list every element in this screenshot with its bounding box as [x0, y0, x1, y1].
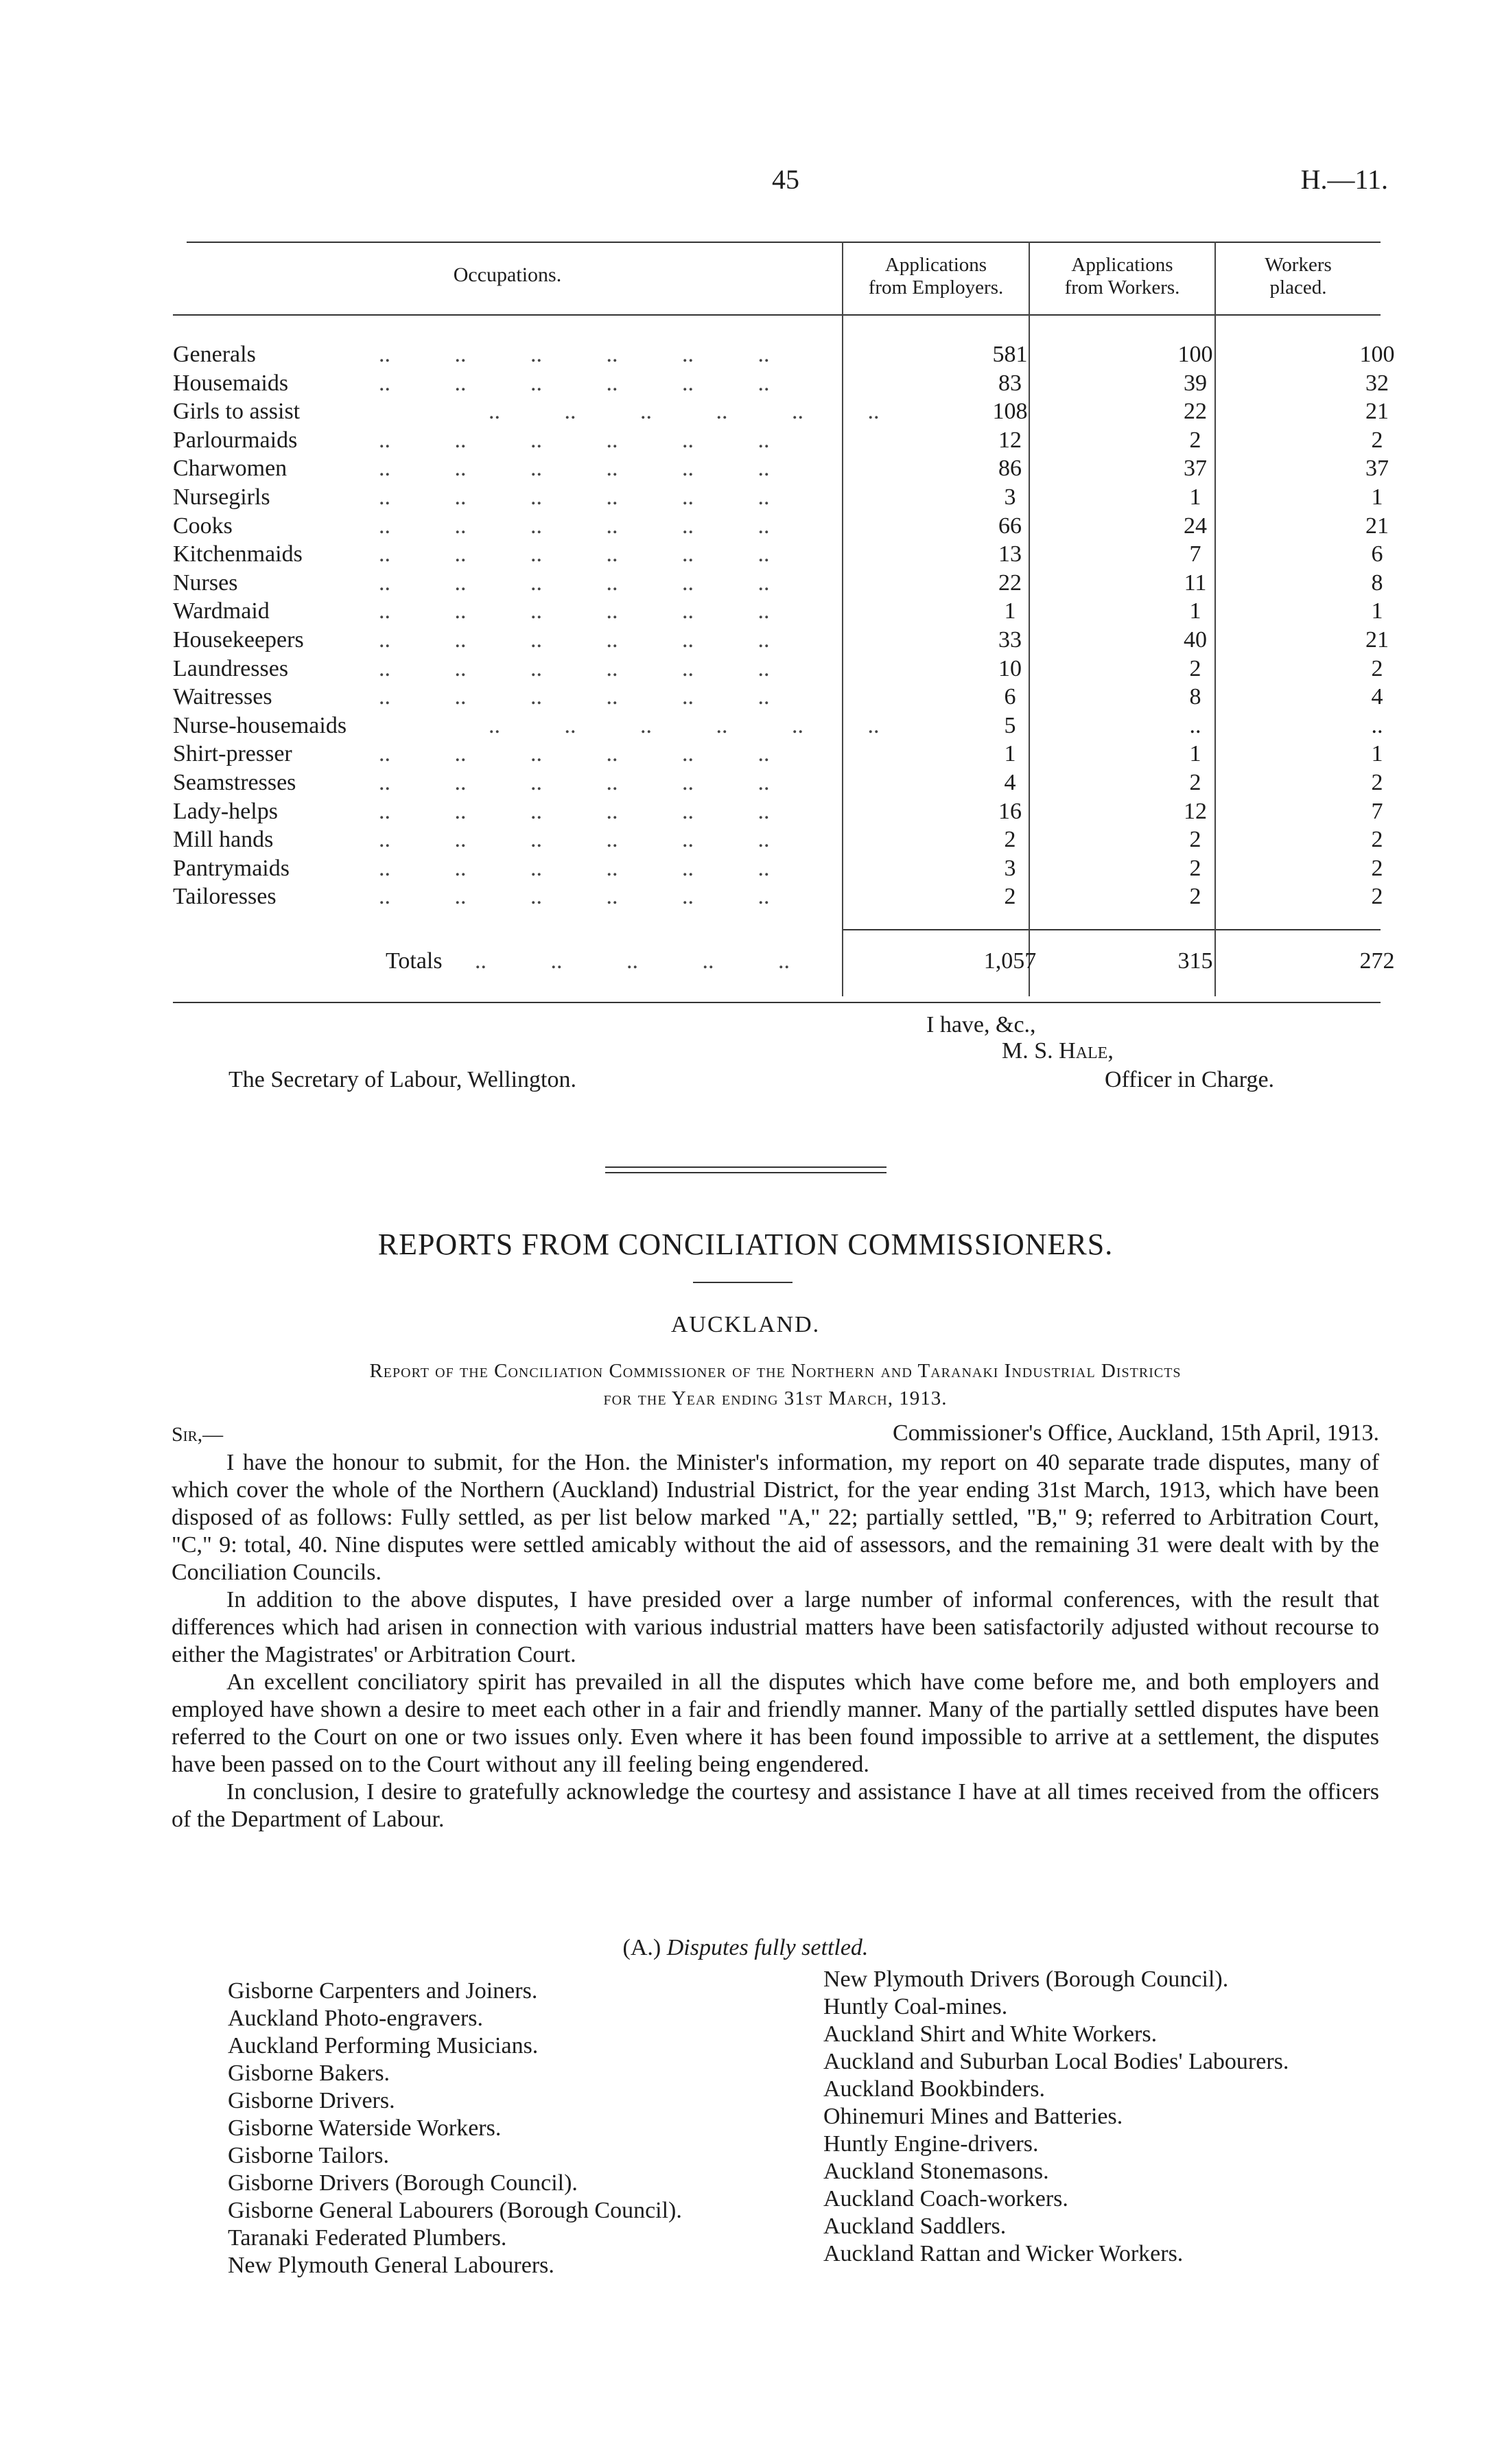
placed-cell: 32 — [1365, 370, 1389, 396]
dispute-item: Auckland Shirt and White Workers. — [823, 2021, 1158, 2047]
occupation-cell: Kitchenmaids — [173, 541, 303, 567]
placed-cell: 7 — [1371, 798, 1383, 824]
document-reference: H.—11. — [1300, 164, 1388, 195]
placed-cell: 2 — [1371, 655, 1383, 681]
table-row — [173, 597, 1381, 626]
employers-cell: 6 — [1004, 684, 1016, 710]
employers-cell: 1 — [1004, 741, 1016, 767]
leader-dots: .. .. .. .. .. .. — [379, 570, 770, 596]
employers-cell: 3 — [1004, 855, 1016, 881]
report-paragraph: In conclusion, I desire to gratefully acknowledge the courtesy and assistance I have at all times received from the officers of the Department of Labour. — [172, 1779, 1379, 1832]
workers-cell: 40 — [1184, 627, 1207, 653]
section-divider-top — [605, 1166, 887, 1168]
leader-dots: .. .. .. .. .. .. — [379, 627, 770, 653]
dispute-item: Gisborne Tailors. — [228, 2143, 389, 2168]
column-header-line: Workers — [1265, 254, 1332, 276]
table-header-rule — [173, 314, 1381, 316]
report-paragraph: I have the honour to submit, for the Hon. the Minister's information, my report on 40 separate trade disputes, many of which cover the whole of the Northern (Auckland) Industrial District, for the year ending 31st March, 1913, which have been disposed of as follows: Fully settled, as per list below marked "A," 22; partially settled, "B," 9; referred to Arbitration Court, "C," 9: total, 40. Nine disputes were settled amicably without the aid of assessors, and the remaining 31 were dealt with by the Conciliation Councils. — [172, 1450, 1379, 1585]
employers-cell: 66 — [998, 513, 1022, 539]
office-dateline: Commissioner's Office, Auckland, 15th April, 1913. — [892, 1420, 1379, 1446]
report-body — [172, 1449, 1379, 1833]
column-header-occupations: Occupations. — [453, 263, 562, 286]
table-row — [173, 825, 1381, 854]
occupation-cell: Laundresses — [173, 655, 289, 681]
leader-dots: .. .. .. .. .. .. — [379, 427, 770, 453]
leader-dots: .. .. .. .. .. .. — [379, 598, 770, 624]
employers-cell: 1 — [1004, 598, 1016, 624]
employers-cell: 108 — [992, 399, 1028, 425]
table-top-rule — [187, 242, 1381, 243]
leader-dots: .. .. .. .. .. .. — [379, 370, 770, 396]
employers-cell: 22 — [998, 570, 1022, 596]
dispute-item: Ohinemuri Mines and Batteries. — [823, 2104, 1123, 2129]
employers-cell: 10 — [998, 655, 1022, 681]
employers-cell: 13 — [998, 541, 1022, 567]
occupation-cell: Cooks — [173, 513, 233, 539]
dispute-item: New Plymouth Drivers (Borough Council). — [823, 1967, 1229, 1992]
placed-cell: 2 — [1371, 855, 1383, 881]
workers-cell: 1 — [1189, 741, 1201, 767]
occupation-cell: Tailoresses — [173, 884, 277, 910]
placed-cell: 2 — [1371, 827, 1383, 853]
dispute-item: Auckland Saddlers. — [823, 2214, 1007, 2239]
workers-cell: .. — [1189, 712, 1201, 738]
placed-cell: .. — [1371, 712, 1383, 738]
table-row — [173, 454, 1389, 483]
employers-cell: 2 — [1004, 827, 1016, 853]
employers-cell: 16 — [998, 798, 1022, 824]
occupation-cell: Generals — [173, 342, 256, 367]
occupation-cell: Parlourmaids — [173, 427, 298, 453]
dispute-item: Auckland Photo-engravers. — [228, 2006, 484, 2031]
section-title: REPORTS FROM CONCILIATION COMMISSIONERS. — [377, 1228, 1114, 1261]
dispute-item: Auckland Coach-workers. — [823, 2186, 1068, 2211]
table-row — [173, 540, 1381, 569]
occupation-cell: Charwomen — [173, 456, 287, 482]
dispute-item: Huntly Engine-drivers. — [823, 2131, 1039, 2157]
employers-cell: 4 — [1004, 770, 1016, 795]
table-row — [173, 854, 1381, 883]
occupation-cell: Shirt-presser — [173, 741, 292, 767]
closing-line: I have, &c., — [926, 1012, 1036, 1037]
workers-cell: 2 — [1189, 855, 1201, 881]
totals-employers: 1,057 — [983, 948, 1037, 974]
dispute-item: Gisborne Waterside Workers. — [228, 2115, 502, 2141]
occupation-cell: Wardmaid — [173, 598, 270, 624]
workers-cell: 2 — [1189, 655, 1201, 681]
table-row — [173, 483, 1381, 512]
dispute-item: Gisborne Carpenters and Joiners. — [228, 1978, 538, 2004]
salutation: Sir,— — [172, 1423, 224, 1446]
city-heading: AUCKLAND. — [670, 1312, 821, 1337]
table-row — [173, 740, 1381, 768]
employers-cell: 2 — [1004, 884, 1016, 910]
report-paragraph: In addition to the above disputes, I have presided over a large number of informal conferences, with the result that differences which had arisen in connection with various industrial matters have been satisfactorily adjusted without recourse to either the Magistrates' or Arbitration Court. — [172, 1587, 1379, 1667]
dispute-item: Gisborne Bakers. — [228, 2061, 390, 2086]
placed-cell: 8 — [1371, 570, 1383, 596]
table-row — [173, 340, 1395, 369]
leader-dots: .. .. .. .. .. .. — [379, 884, 770, 910]
workers-cell: 1 — [1189, 484, 1201, 510]
workers-cell: 2 — [1189, 427, 1201, 453]
leader-dots: .. .. .. .. .. .. — [379, 513, 770, 539]
page-number: 45 — [772, 164, 799, 195]
leader-dots: .. .. .. .. .. .. — [379, 655, 770, 681]
workers-cell: 7 — [1189, 541, 1201, 567]
dispute-item: Auckland Rattan and Wicker Workers. — [823, 2241, 1184, 2266]
table-row — [173, 626, 1389, 655]
workers-cell: 2 — [1189, 827, 1201, 853]
table-row — [173, 683, 1381, 712]
occupation-cell: Housemaids — [173, 370, 289, 396]
dispute-item: Auckland Bookbinders. — [823, 2076, 1045, 2102]
occupation-cell: Lady-helps — [173, 798, 278, 824]
dispute-item: Auckland Performing Musicians. — [228, 2033, 539, 2058]
dispute-item: Taranaki Federated Plumbers. — [228, 2225, 507, 2251]
occupation-cell: Girls to assist — [173, 399, 301, 425]
report-title — [172, 1357, 1379, 1412]
placed-cell: 100 — [1359, 342, 1395, 367]
occupation-cell: Mill hands — [173, 827, 274, 853]
table-row — [173, 768, 1381, 797]
report-paragraph: An excellent conciliatory spirit has prevailed in all the disputes which have come before me, and both employers and employed have shown a desire to meet each other in a fair and friendly manner. Many of the partially settled disputes have been referred to the Court on one or two issues only. Even where it has been found impossible to arrive at a settlement, the disputes have been passed on to the Court without any ill feeling being engendered. — [172, 1669, 1379, 1777]
workers-cell: 37 — [1184, 456, 1207, 482]
list-heading — [0, 1935, 1491, 1961]
addressee: The Secretary of Labour, Wellington. — [228, 1067, 576, 1092]
report-title-line: for the Year ending 31st March, 1913. — [603, 1387, 948, 1409]
placed-cell: 4 — [1371, 684, 1383, 710]
placed-cell: 37 — [1365, 456, 1389, 482]
table-row — [173, 397, 1389, 426]
dispute-item: Huntly Coal-mines. — [823, 1994, 1008, 2019]
employers-cell: 5 — [1004, 712, 1016, 738]
table-row — [173, 426, 1381, 455]
workers-cell: 39 — [1184, 370, 1207, 396]
table-row — [173, 569, 1381, 598]
table-row — [173, 369, 1389, 398]
leader-dots: .. .. .. .. .. .. — [379, 684, 770, 710]
dispute-item: Gisborne General Labourers (Borough Council). — [228, 2198, 682, 2223]
employers-cell: 12 — [998, 427, 1022, 453]
occupation-cell: Housekeepers — [173, 627, 304, 653]
leader-dots: .. .. .. .. .. .. — [489, 399, 880, 425]
column-header-employers — [843, 254, 1029, 299]
workers-cell: 2 — [1189, 770, 1201, 795]
employers-cell: 3 — [1004, 484, 1016, 510]
workers-cell: 11 — [1184, 570, 1207, 596]
title-rule — [693, 1282, 793, 1283]
signatory-name: M. S. Hale, — [1002, 1038, 1114, 1064]
column-header-line: Applications — [1071, 254, 1173, 276]
leader-dots: .. .. .. .. .. — [475, 948, 790, 974]
workers-cell: 12 — [1184, 798, 1207, 824]
workers-cell: 2 — [1189, 884, 1201, 910]
occupation-cell: Waitresses — [173, 684, 272, 710]
table-row — [173, 512, 1389, 541]
dispute-item: Gisborne Drivers (Borough Council). — [228, 2170, 578, 2196]
leader-dots: .. .. .. .. .. .. — [379, 827, 770, 853]
placed-cell: 2 — [1371, 884, 1383, 910]
leader-dots: .. .. .. .. .. .. — [379, 484, 770, 510]
dispute-item: Auckland Stonemasons. — [823, 2159, 1049, 2184]
employers-cell: 581 — [992, 342, 1028, 367]
workers-cell: 100 — [1177, 342, 1213, 367]
placed-cell: 1 — [1371, 741, 1383, 767]
leader-dots: .. .. .. .. .. .. — [379, 855, 770, 881]
placed-cell: 2 — [1371, 770, 1383, 795]
column-header-line: from Workers. — [1064, 277, 1180, 298]
occupations-table — [173, 239, 1395, 1007]
leader-dots: .. .. .. .. .. .. — [379, 342, 770, 367]
placed-cell: 1 — [1371, 598, 1383, 624]
totals-label: Totals — [386, 948, 443, 974]
table-row — [173, 655, 1381, 683]
totals-rule — [842, 929, 1381, 930]
occupation-cell: Nursegirls — [173, 484, 270, 510]
occupation-cell: Seamstresses — [173, 770, 296, 795]
placed-cell: 1 — [1371, 484, 1383, 510]
workers-cell: 22 — [1184, 399, 1207, 425]
table-row — [173, 797, 1381, 826]
totals-workers: 315 — [1177, 948, 1213, 974]
workers-cell: 1 — [1189, 598, 1201, 624]
list-heading-text: Disputes fully settled. — [666, 1935, 869, 1960]
leader-dots: .. .. .. .. .. .. — [379, 741, 770, 767]
table-bottom-rule — [173, 1002, 1381, 1003]
workers-cell: 24 — [1184, 513, 1207, 539]
dispute-item: Gisborne Drivers. — [228, 2088, 395, 2113]
employers-cell: 86 — [998, 456, 1022, 482]
leader-dots: .. .. .. .. .. .. — [379, 541, 770, 567]
occupation-cell: Nurse-housemaids — [173, 712, 347, 738]
placed-cell: 21 — [1365, 513, 1389, 539]
table-row — [173, 712, 1381, 740]
leader-dots: .. .. .. .. .. .. — [379, 798, 770, 824]
workers-cell: 8 — [1189, 684, 1201, 710]
placed-cell: 21 — [1365, 627, 1389, 653]
placed-cell: 6 — [1371, 541, 1383, 567]
column-header-line: Applications — [884, 254, 987, 276]
totals-row — [173, 947, 1395, 976]
table-row — [173, 882, 1381, 911]
totals-placed: 272 — [1359, 948, 1395, 974]
placed-cell: 2 — [1371, 427, 1383, 453]
signatory-title: Officer in Charge. — [1105, 1067, 1275, 1092]
report-title-line: Report of the Conciliation Commissioner of the Northern and Taranaki Industrial Districts — [369, 1360, 1182, 1382]
column-header-workers — [1030, 254, 1214, 299]
column-header-line: from Employers. — [868, 277, 1004, 298]
employers-cell: 83 — [998, 370, 1022, 396]
disputes-list-right — [823, 1966, 1379, 2268]
disputes-list-left — [228, 1978, 777, 2279]
dispute-item: Auckland and Suburban Local Bodies' Labourers. — [823, 2049, 1289, 2074]
column-header-placed — [1216, 254, 1381, 299]
employers-cell: 33 — [998, 627, 1022, 653]
occupation-cell: Pantrymaids — [173, 855, 290, 881]
occupation-cell: Nurses — [173, 570, 238, 596]
dispute-item: New Plymouth General Labourers. — [228, 2253, 554, 2278]
column-header-line: placed. — [1269, 277, 1327, 298]
section-divider-bottom — [605, 1172, 887, 1173]
list-heading-prefix: (A.) — [622, 1935, 661, 1960]
leader-dots: .. .. .. .. .. .. — [489, 712, 880, 738]
leader-dots: .. .. .. .. .. .. — [379, 456, 770, 482]
placed-cell: 21 — [1365, 399, 1389, 425]
leader-dots: .. .. .. .. .. .. — [379, 770, 770, 795]
